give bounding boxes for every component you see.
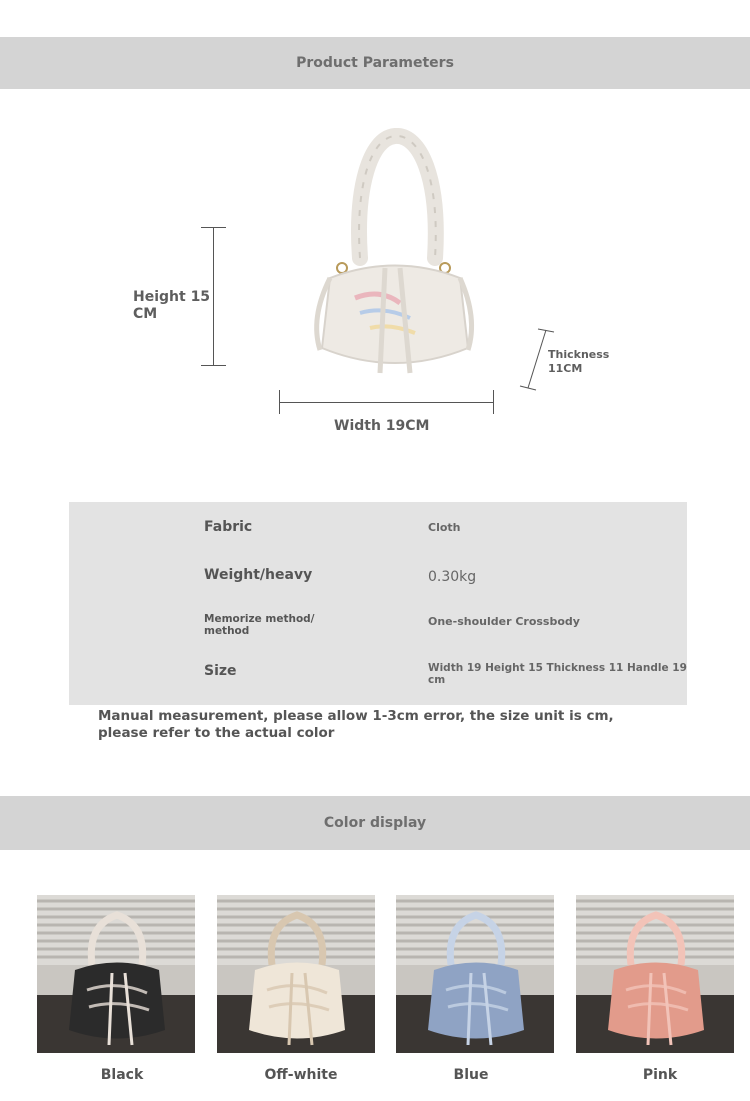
width-dimension-cap-right: [493, 390, 494, 414]
color-label-pink: Pink: [642, 1067, 678, 1083]
height-label: Height 15 CM: [133, 289, 211, 322]
color-display-title: Color display: [323, 815, 427, 831]
color-photo-off-white[interactable]: [217, 895, 375, 1053]
height-dimension-cap-top: [201, 227, 226, 228]
color-label-blue: Blue: [453, 1067, 489, 1083]
bag-illustration: [300, 128, 490, 378]
color-label-black: Black: [100, 1067, 144, 1083]
height-dimension-line: [213, 227, 214, 366]
spec-name-method: Memorize method/ method: [204, 613, 315, 637]
width-dimension-line: [279, 402, 494, 403]
width-label: Width 19CM: [334, 418, 430, 434]
color-photo-pink[interactable]: [576, 895, 734, 1053]
spec-value-weight: 0.30kg: [428, 569, 477, 585]
thickness-label: Thickness 11CM: [548, 348, 610, 375]
spec-table: [69, 502, 687, 705]
color-display-header: [0, 796, 750, 850]
spec-value-method: One-shoulder Crossbody: [428, 615, 580, 628]
spec-name-size: Size: [204, 663, 237, 679]
color-photo-blue[interactable]: [396, 895, 554, 1053]
color-photo-black[interactable]: [37, 895, 195, 1053]
spec-value-fabric: Cloth: [428, 521, 461, 534]
spec-name-weight: Weight/heavy: [204, 567, 313, 583]
color-label-off-white: Off-white: [264, 1067, 338, 1083]
spec-value-size: Width 19 Height 15 Thickness 11 Handle 19 cm: [428, 662, 687, 686]
width-dimension-cap-left: [279, 390, 280, 414]
spec-name-fabric: Fabric: [204, 519, 253, 535]
product-parameters-header: [0, 37, 750, 89]
measurement-note: Manual measurement, please allow 1-3cm error, the size unit is cm, please refer to the actual color: [98, 708, 614, 741]
product-parameters-title: Product Parameters: [296, 55, 454, 71]
height-dimension-cap-bottom: [201, 365, 226, 366]
